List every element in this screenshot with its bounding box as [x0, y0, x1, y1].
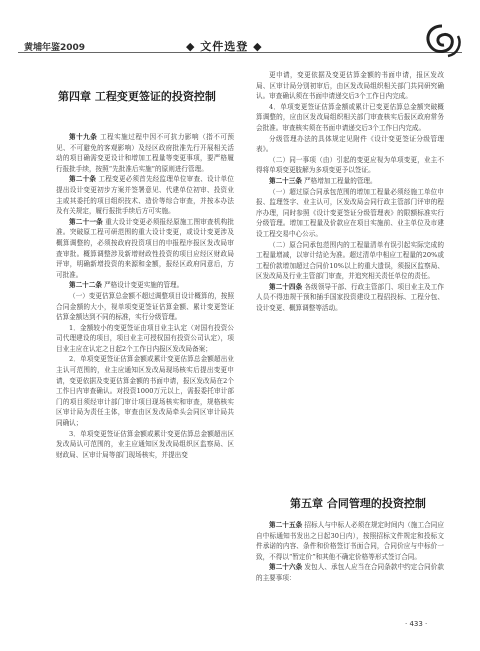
paragraph-text: 工程变更必须首先经监理单位审查、设计单位提出设计变更初步方案并签署意见、代建单位初审、投资业主或其委托的项目组织技术、造价等综合审查，并按本办法及有关规定，履行报批手续后方可实施。	[56, 175, 235, 216]
paragraph-text: 各级领导干部、行政主管部门、项目业主及工作人员不得违规干预和插手国家投资建设工程招投标、工程分包、设计变更、概算调整等活动。	[256, 282, 444, 313]
paragraph-text: （一）变更估算总金额不超过调整项目设计概算的，按照合同金额的大小，视单项变更签证估算金额、累计变更签证估算金额达到不同的标准，实行分级管理。	[56, 291, 234, 322]
paragraph-text: （一）超过原合同承包范围的增加工程量必须经施工单位申报、监理签字、业主认可，区发改局会同行政主管部门评审的程序办理，同时参照《设计变更签证分级管理表》的限额标准实行分级管理。增加工程量及价款应在项目实施前、业主单位及市建设工程交易中心公示。	[256, 187, 444, 238]
chapter-5-title: 第五章 合同管理的投资控制	[290, 497, 426, 510]
paragraph-text: 4．单项变更签证估算金额或累计已变更估算总金额突破概算调整的，应由区发改局组织相关部门审查核实后报区政府常务会批准。审查核实须在书面申请递交后3个工作日内完成。	[256, 102, 444, 132]
paragraph	[56, 291, 234, 323]
paragraph-text: 严格增加工程量的管理。	[304, 176, 377, 185]
paragraph	[56, 217, 234, 281]
article-number: 第二十二条	[69, 281, 102, 290]
paragraph-text: 分级管理办法的具体规定见附件《设计变更签证分级管理表》。	[256, 134, 444, 154]
paragraph-text: 招标人与中标人必须在规定时间内（施工合同应自中标通知书发出之日起30日内），按照招标文件规定和投标文件承诺的内容、条件和价格签订书面合同，合同价应与中标价一致，不得以“暂定价”和其他不确定价格等形式签订合同。	[256, 521, 444, 561]
swirl-logo-icon	[420, 22, 464, 62]
left-column	[56, 132, 234, 460]
paragraph	[256, 102, 444, 134]
paragraph	[256, 155, 444, 176]
paragraph	[256, 240, 444, 282]
article-number: 第二十三条	[269, 176, 302, 185]
right-column-continued	[256, 520, 444, 584]
section-title: ◆ 文件选登 ◆	[186, 40, 263, 53]
chapter-4-title: 第四章 工程变更签证的投资控制	[58, 90, 216, 103]
paragraph	[256, 176, 444, 187]
paragraph-text: 重大设计变更必须报经原施工图审查机构批准。突破原工程可研范围的重大设计变更，或设计变更涉及概算调整的，必须按政府投资项目的申报程序报区发改局审查审批。概算调整涉及新增财政性投资的项目应经区财政局评审，明确新增投资的来源和金额，报经区政府同意后，方可批准。	[56, 217, 234, 279]
article-number: 第二十一条	[69, 217, 103, 226]
header-rule	[18, 52, 462, 53]
paragraph-text: 1．金额较小的变更签证由项目业主认定（对国有投资公司代理建设的项目，项目业主可授权国有投资公司认定），项目业主应在认定之日起2个工作日内报区发改局备案；	[56, 323, 234, 353]
page-number: · 433 ·	[405, 620, 428, 628]
paragraph	[56, 132, 234, 174]
article-number: 第二十五条	[269, 521, 303, 529]
paragraph	[256, 282, 444, 314]
paragraph	[56, 354, 234, 428]
paragraph-text: （二）同一事项（由）引起的变更应视为单项变更，业主不得将单项变更肢解为多项变更予以签证。	[256, 155, 444, 175]
paragraph-text: 工程实施过程中因不可抗力影响（指不可预见、不可避免的客观影响）及经区政府批准先行开展相关活动的项目确需变更设计和增加工程量等变更事项，要严格履行报批手续，按照“先批准后实施”的原则进行管理。	[56, 133, 235, 173]
paragraph	[256, 187, 444, 240]
page-header	[0, 0, 480, 70]
paragraph	[56, 429, 234, 461]
paragraph	[256, 520, 444, 562]
paragraph	[256, 70, 444, 102]
article-number: 第二十六条	[269, 563, 303, 572]
paragraph-text: 严格设计变更实施的管理。	[104, 281, 184, 290]
paragraph	[56, 174, 234, 216]
paragraph	[256, 562, 444, 583]
paragraph	[56, 323, 234, 355]
article-number: 第二十条	[69, 175, 97, 184]
paragraph	[256, 134, 444, 155]
article-number: 第十九条	[69, 133, 98, 141]
yearbook-title: 黄埔年鉴2009	[24, 43, 86, 53]
right-column	[256, 70, 444, 314]
paragraph	[56, 280, 234, 291]
paragraph-text: 更申请，变更依据及变更估算金额的书面申请，报区发改局、区审计局分别初审后，由区发改局组织相关部门共同研究确认。审查确认须在书面申请递交后3个工作日内完成。	[256, 71, 444, 101]
paragraph-text: 3．单项变更签证估算金额或累计变更估算总金额超出区发改局认可范围的，业主应通知区发改局组织区监察局、区财政局、区审计局等部门现场核实，并提出变	[56, 429, 234, 459]
paragraph-text: （二）原合同承包范围内的工程量清单有误引起实际完成的工程量增减，以审计结论为准。超过清单中相应工程量的20%或工程价款增加超过合同价10%以上的重大遗误，须报区监察局、区发改局及行业主管部门审查，并追究相关责任单位的责任。	[256, 240, 444, 281]
article-number: 第二十四条	[269, 282, 303, 291]
paragraph-text: 发包人、承包人应当在合同条款中约定合同价款的主要事项：	[256, 563, 444, 582]
paragraph-text: 2．单项变更签证估算金额或累计变更估算总金额超出业主认可范围的，业主应通知区发改局现场核实后提出变更申请，变更依据及变更估算金额的书面申请，报区发改局在2个工作日内审查确认。对投资1000万元以上，需报委托审计部门的项目须经审计部门审计项目现场核实和审查，规格核实区审计局为责任主体，审查由区发改局牵头会同区审计局共同确认；	[56, 355, 234, 428]
